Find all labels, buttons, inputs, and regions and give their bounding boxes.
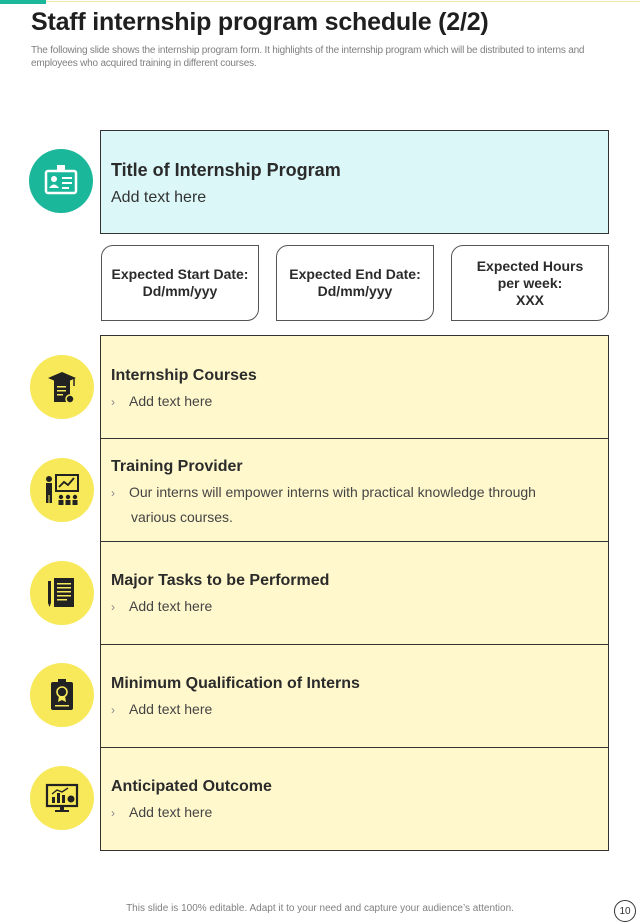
document-pencil-icon [44, 575, 80, 611]
top-accent-bar [0, 0, 46, 4]
page-number: 10 [614, 900, 636, 922]
section-heading: Internship Courses [111, 367, 257, 384]
start-date-box [101, 245, 259, 321]
bullet-chevron-icon: › [111, 486, 115, 500]
courses-icon-circle [30, 355, 94, 419]
hours-value[interactable]: XXX [515, 291, 544, 308]
bullet-chevron-icon: › [111, 703, 115, 717]
certificate-icon [44, 677, 80, 713]
hours-box [451, 245, 609, 321]
tasks-icon-circle [30, 561, 94, 625]
page-subtitle: The following slide shows the internship program form. It highlights of the internship program which will be distributed to interns and employees who acquired training in different courses. [31, 45, 585, 69]
section-heading: Major Tasks to be Performed [111, 572, 330, 589]
section-bullet[interactable]: › Add text here [111, 594, 591, 619]
section-internship-courses [101, 336, 608, 438]
hours-label-line1: Expected Hours [476, 257, 584, 274]
start-date-label: Expected Start Date: [111, 266, 249, 282]
section-heading: Training Provider [111, 458, 243, 475]
page-title: Staff internship program schedule (2/2) [31, 8, 489, 36]
start-date-value[interactable]: Dd/mm/yyy [142, 283, 218, 299]
presenter-icon [43, 472, 81, 508]
bullet-chevron-icon: › [111, 806, 115, 820]
bullet-chevron-icon: › [111, 600, 115, 614]
program-title-text[interactable]: Add text here [111, 189, 207, 206]
id-card-icon [43, 163, 79, 199]
section-anticipated-outcome [101, 747, 608, 850]
section-minimum-qualification [101, 644, 608, 747]
section-bullet[interactable]: › Add text here [111, 800, 591, 825]
footer-note: This slide is 100% editable. Adapt it to your need and capture your audience’s attention. [126, 903, 514, 914]
section-bullet[interactable]: › Our interns will empower interns with practical knowledge through various courses. [111, 480, 591, 529]
section-major-tasks [101, 541, 608, 644]
program-sections-table [100, 335, 609, 851]
end-date-label: Expected End Date: [289, 266, 421, 282]
program-title-label: Title of Internship Program [111, 160, 341, 180]
analytics-screen-icon [44, 780, 80, 816]
end-date-box [276, 245, 434, 321]
section-bullet[interactable]: › Add text here [111, 697, 591, 722]
outcome-icon-circle [30, 766, 94, 830]
program-icon-circle [29, 149, 93, 213]
bullet-chevron-icon: › [111, 395, 115, 409]
qualification-icon-circle [30, 663, 94, 727]
section-heading: Anticipated Outcome [111, 778, 272, 795]
end-date-value[interactable]: Dd/mm/yyy [317, 283, 393, 299]
section-heading: Minimum Qualification of Interns [111, 675, 360, 692]
program-title-box [100, 130, 609, 234]
provider-icon-circle [30, 458, 94, 522]
section-bullet[interactable]: › Add text here [111, 389, 591, 414]
top-divider-line [46, 1, 640, 2]
graduation-certificate-icon [44, 369, 80, 405]
section-training-provider [101, 438, 608, 541]
hours-label-line2: per week: [497, 274, 563, 291]
